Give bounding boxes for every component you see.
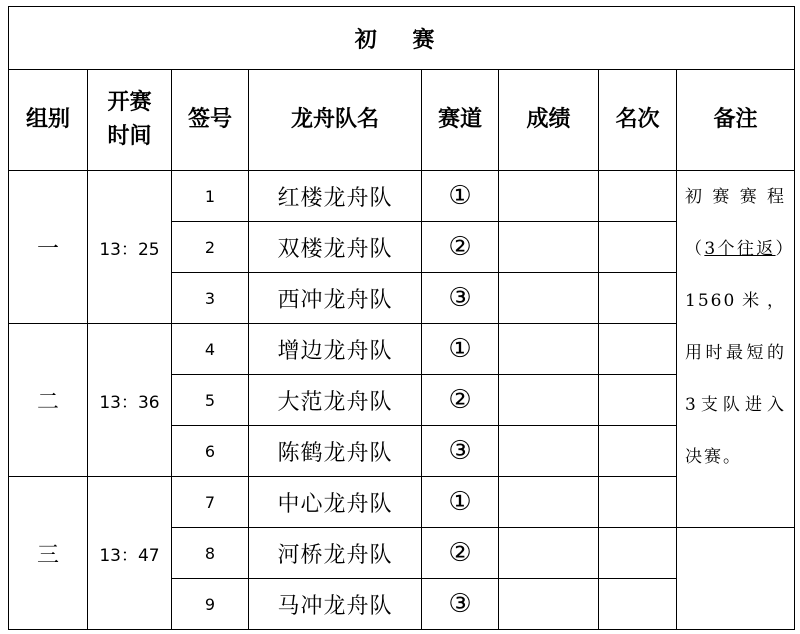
header-team-name: 龙舟队名 [249,70,422,171]
team-name-cell: 双楼龙舟队 [249,222,422,273]
rank-cell [599,273,677,324]
rank-cell [599,171,677,222]
result-cell [499,222,599,273]
lane-cell: ③ [422,273,499,324]
draw-no-cell: 3 [172,273,249,324]
rank-cell [599,477,677,528]
rank-cell [599,579,677,630]
rank-cell [599,375,677,426]
lane-cell: ① [422,171,499,222]
lane-cell: ③ [422,579,499,630]
remarks-part1: 初赛赛程（ [685,187,787,259]
team-name-cell: 大范龙舟队 [249,375,422,426]
team-name-cell: 陈鹤龙舟队 [249,426,422,477]
lane-cell: ② [422,375,499,426]
team-name-cell: 河桥龙舟队 [249,528,422,579]
header-lane: 赛道 [422,70,499,171]
draw-no-cell: 5 [172,375,249,426]
header-group: 组别 [9,70,88,171]
rank-cell [599,528,677,579]
team-name-cell: 中心龙舟队 [249,477,422,528]
result-cell [499,324,599,375]
header-result: 成绩 [499,70,599,171]
remarks-cell-lower [677,528,795,630]
table-row [9,171,795,222]
rank-cell [599,222,677,273]
draw-no-cell: 9 [172,579,249,630]
result-cell [499,375,599,426]
start-time-cell: 13：25 [88,171,172,324]
result-cell [499,426,599,477]
remarks-text [677,171,794,483]
draw-no-cell: 2 [172,222,249,273]
lane-cell: ② [422,528,499,579]
remarks-part2: ）1560米，用时最短的3支队进入决赛。 [685,239,787,467]
start-time-cell: 13：47 [88,477,172,630]
team-name-cell: 马冲龙舟队 [249,579,422,630]
team-name-cell: 红楼龙舟队 [249,171,422,222]
lane-cell: ① [422,324,499,375]
result-cell [499,477,599,528]
remarks-cell [677,171,795,528]
preliminary-schedule-table [8,6,795,630]
result-cell [499,579,599,630]
lane-cell: ③ [422,426,499,477]
rank-cell [599,324,677,375]
header-start-time-line1: 开赛 [107,90,152,115]
lane-cell: ① [422,477,499,528]
header-rank: 名次 [599,70,677,171]
lane-cell: ② [422,222,499,273]
header-draw-no: 签号 [172,70,249,171]
start-time-cell: 13：36 [88,324,172,477]
draw-no-cell: 7 [172,477,249,528]
header-remarks: 备注 [677,70,795,171]
draw-no-cell: 4 [172,324,249,375]
remarks-underlined: 3个往返 [704,239,776,259]
group-cell: 一 [9,171,88,324]
header-start-time [88,70,172,171]
draw-no-cell: 6 [172,426,249,477]
group-cell: 二 [9,324,88,477]
result-cell [499,273,599,324]
rank-cell [599,426,677,477]
result-cell [499,528,599,579]
team-name-cell: 西冲龙舟队 [249,273,422,324]
table-title: 初 赛 [9,7,795,70]
group-cell: 三 [9,477,88,630]
draw-no-cell: 1 [172,171,249,222]
team-name-cell: 增边龙舟队 [249,324,422,375]
header-start-time-line2: 时间 [107,124,152,149]
result-cell [499,171,599,222]
draw-no-cell: 8 [172,528,249,579]
